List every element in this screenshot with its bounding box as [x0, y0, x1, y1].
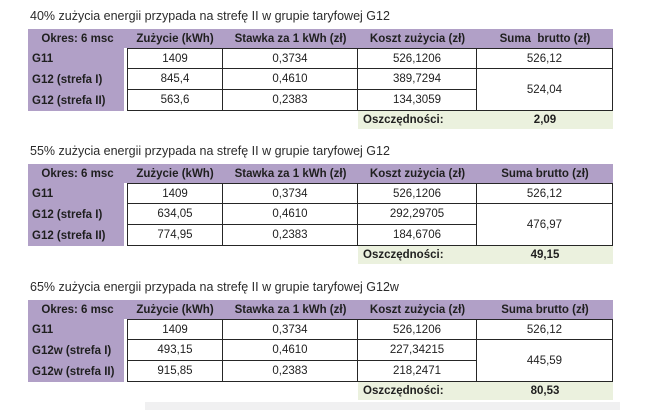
- cell-zuzycie: 845,4: [127, 69, 223, 90]
- cell-koszt: 227,34215: [358, 340, 477, 361]
- cell-koszt: 218,2471: [358, 361, 477, 382]
- col-header-zuzycie: Zużycie (kWh): [127, 164, 223, 183]
- savings-value: 2,09: [477, 111, 613, 129]
- empty-cell: [28, 111, 127, 129]
- cell-suma-g11: 526,12: [477, 319, 613, 340]
- cell-koszt: 526,1206: [358, 319, 477, 340]
- row-label-g11: G11: [28, 183, 127, 204]
- col-header-koszt: Koszt zużycia (zł): [358, 300, 477, 319]
- row-label-strefa2: G12 (strefa II): [28, 225, 127, 246]
- cell-stawka: 0,4610: [223, 340, 358, 361]
- empty-cell: [127, 111, 223, 129]
- cell-stawka: 0,3734: [223, 319, 358, 340]
- table-title: 40% zużycia energii przypada na strefę II w grupie taryfowej G12: [30, 9, 390, 23]
- cell-zuzycie: 563,6: [127, 90, 223, 111]
- cell-zuzycie: 1409: [127, 319, 223, 340]
- empty-cell: [127, 382, 223, 400]
- col-header-koszt: Koszt zużycia (zł): [358, 29, 477, 48]
- cell-suma-g11: 526,12: [477, 48, 613, 69]
- cell-suma-merged: 445,59: [477, 340, 613, 382]
- cell-stawka: 0,2383: [223, 225, 358, 246]
- cell-zuzycie: 1409: [127, 183, 223, 204]
- cell-koszt: 526,1206: [358, 183, 477, 204]
- table-title: 65% zużycia energii przypada na strefę II w grupie taryfowej G12w: [30, 280, 399, 294]
- tariff-table-g12w-65: [28, 300, 646, 400]
- col-header-suma: Suma brutto (zł): [477, 164, 613, 183]
- cell-suma-merged: 476,97: [477, 204, 613, 246]
- row-label-g11: G11: [28, 48, 127, 69]
- row-label-strefa2: G12 (strefa II): [28, 90, 127, 111]
- col-header-koszt: Koszt zużycia (zł): [358, 164, 477, 183]
- cell-stawka: 0,2383: [223, 361, 358, 382]
- savings-value: 80,53: [477, 382, 613, 400]
- savings-value: 49,15: [477, 246, 613, 264]
- cell-suma-g11: 526,12: [477, 183, 613, 204]
- cell-zuzycie: 915,85: [127, 361, 223, 382]
- row-label-strefa1: G12w (strefa I): [28, 340, 127, 361]
- cell-stawka: 0,3734: [223, 183, 358, 204]
- energy-table-section-65: [0, 280, 646, 400]
- cell-stawka: 0,4610: [223, 69, 358, 90]
- col-header-okres: Okres: 6 msc: [28, 300, 127, 319]
- cell-suma-merged: 524,04: [477, 69, 613, 111]
- col-header-zuzycie: Zużycie (kWh): [127, 300, 223, 319]
- col-header-okres: Okres: 6 msc: [28, 164, 127, 183]
- savings-label: Oszczędności:: [358, 111, 477, 129]
- cell-koszt: 292,29705: [358, 204, 477, 225]
- cell-zuzycie: 774,95: [127, 225, 223, 246]
- empty-cell: [127, 246, 223, 264]
- row-label-strefa1: G12 (strefa I): [28, 204, 127, 225]
- cell-zuzycie: 493,15: [127, 340, 223, 361]
- row-label-g11: G11: [28, 319, 127, 340]
- empty-cell: [223, 111, 358, 129]
- col-header-stawka: Stawka za 1 kWh (zł): [223, 164, 358, 183]
- savings-label: Oszczędności:: [358, 382, 477, 400]
- col-header-stawka: Stawka za 1 kWh (zł): [223, 300, 358, 319]
- tariff-table-g12-40: [28, 29, 646, 129]
- bottom-edge-artifact: [145, 402, 620, 410]
- cell-stawka: 0,3734: [223, 48, 358, 69]
- col-header-suma: Suma brutto (zł): [477, 300, 613, 319]
- col-header-zuzycie: Zużycie (kWh): [127, 29, 223, 48]
- empty-cell: [28, 382, 127, 400]
- cell-koszt: 134,3059: [358, 90, 477, 111]
- col-header-okres: Okres: 6 msc: [28, 29, 127, 48]
- cell-stawka: 0,2383: [223, 90, 358, 111]
- cell-koszt: 184,6706: [358, 225, 477, 246]
- table-title: 55% zużycia energii przypada na strefę II w grupie taryfowej G12: [30, 144, 390, 158]
- tariff-table-g12-55: [28, 164, 646, 264]
- row-label-strefa2: G12w (strefa II): [28, 361, 127, 382]
- empty-cell: [223, 246, 358, 264]
- energy-table-section-55: [0, 144, 646, 264]
- empty-cell: [223, 382, 358, 400]
- energy-table-section-40: [0, 9, 646, 129]
- cell-stawka: 0,4610: [223, 204, 358, 225]
- cell-zuzycie: 634,05: [127, 204, 223, 225]
- row-label-strefa1: G12 (strefa I): [28, 69, 127, 90]
- cell-koszt: 389,7294: [358, 69, 477, 90]
- cell-koszt: 526,1206: [358, 48, 477, 69]
- savings-label: Oszczędności:: [358, 246, 477, 264]
- empty-cell: [28, 246, 127, 264]
- cell-zuzycie: 1409: [127, 48, 223, 69]
- col-header-suma: Suma brutto (zł): [477, 29, 613, 48]
- col-header-stawka: Stawka za 1 kWh (zł): [223, 29, 358, 48]
